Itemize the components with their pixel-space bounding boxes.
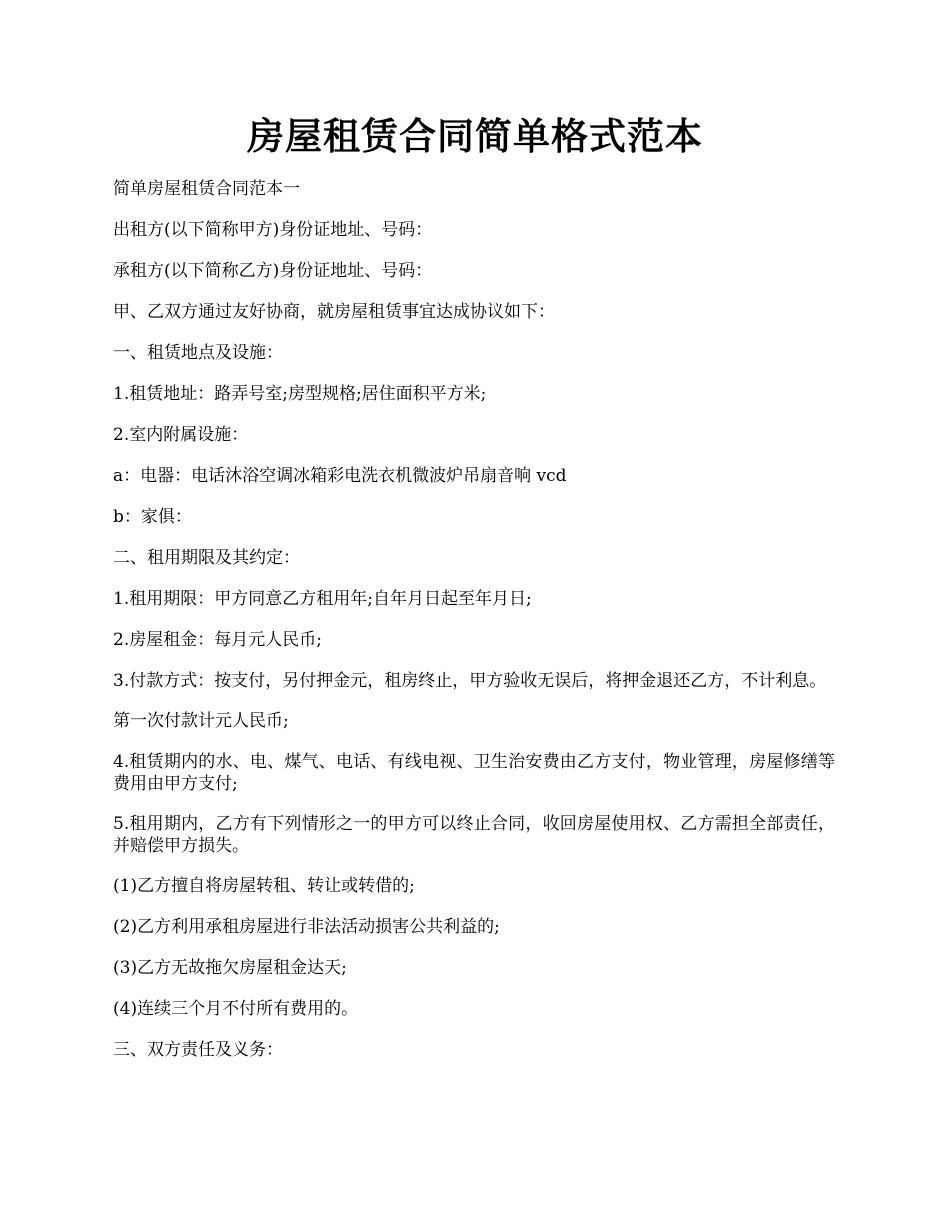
list-item: (1)乙方擅自将房屋转租、转让或转借的; — [113, 876, 415, 896]
paragraph: 3.付款方式：按支付，另付押金元，租房终止，甲方验收无误后，将押金退还乙方，不计利息。 — [113, 671, 827, 691]
paragraph: 2.房屋租金：每月元人民币; — [113, 630, 322, 650]
section-heading: 二、租用期限及其约定： — [113, 548, 300, 568]
paragraph: 5.租用期内，乙方有下列情形之一的甲方可以终止合同，收回房屋使用权、乙方需担全部责任，并赔偿甲方损失。 — [113, 814, 835, 856]
document-title: 房屋租赁合同简单格式范本 — [247, 114, 703, 158]
paragraph: 第一次付款计元人民币; — [113, 711, 289, 731]
section-heading: 一、租赁地点及设施： — [113, 343, 283, 363]
section-heading: 三、双方责任及义务： — [113, 1040, 283, 1060]
paragraph: b：家俱： — [113, 507, 192, 527]
paragraph: 2.室内附属设施： — [113, 425, 249, 445]
paragraph: a：电器：电话沐浴空调冰箱彩电洗衣机微波炉吊扇音响 vcd — [113, 466, 567, 486]
document-body — [113, 178, 835, 1080]
paragraph: 承租方(以下简称乙方)身份证地址、号码： — [113, 261, 433, 281]
list-item: (3)乙方无故拖欠房屋租金达天; — [113, 958, 347, 978]
list-item: (2)乙方利用承租房屋进行非法活动损害公共利益的; — [113, 917, 500, 937]
paragraph: 1.租用期限：甲方同意乙方租用年;自年月日起至年月日; — [113, 589, 532, 609]
list-item: (4)连续三个月不付所有费用的。 — [113, 999, 359, 1019]
paragraph: 出租方(以下简称甲方)身份证地址、号码： — [113, 220, 433, 240]
paragraph: 简单房屋租赁合同范本一 — [113, 179, 300, 199]
paragraph: 甲、乙双方通过友好协商，就房屋租赁事宜达成协议如下： — [113, 302, 555, 322]
paragraph: 1.租赁地址：路弄号室;房型规格;居住面积平方米; — [113, 384, 487, 404]
paragraph: 4.租赁期内的水、电、煤气、电话、有线电视、卫生治安费由乙方支付，物业管理，房屋修缮等费用由甲方支付; — [113, 752, 835, 794]
